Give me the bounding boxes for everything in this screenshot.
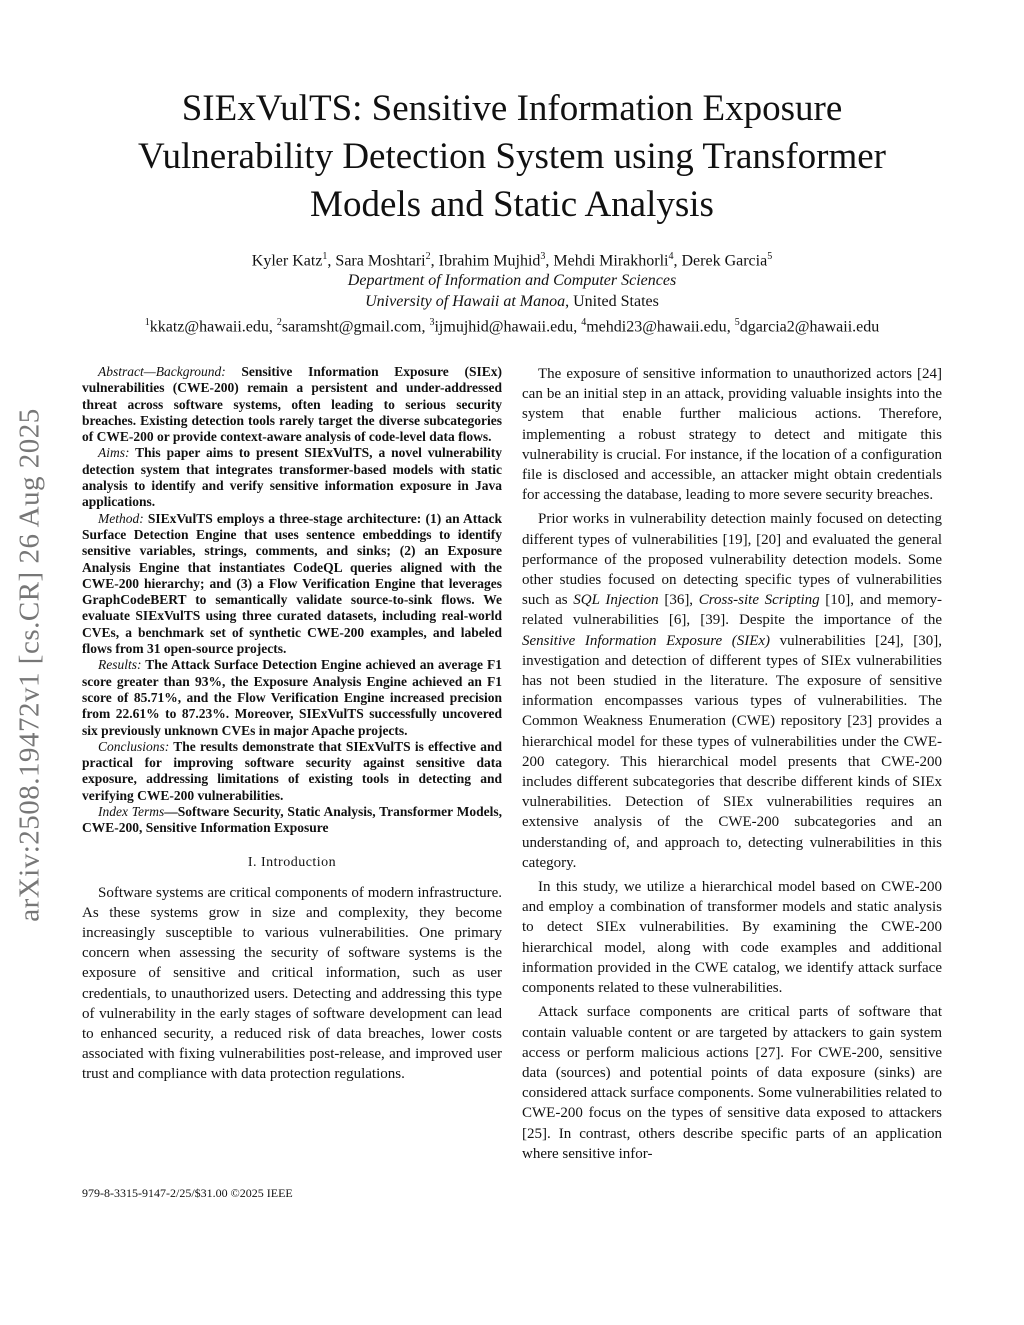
copyright-footnote: 979-8-3315-9147-2/25/$31.00 ©2025 IEEE [82, 1186, 293, 1200]
abstract-background [82, 364, 502, 445]
email: mehdi23@hawaii.edu [586, 318, 727, 336]
intro-left-text [82, 883, 502, 1085]
author-affil-mark: 5 [767, 251, 773, 262]
email: saramsht@gmail.com [281, 318, 422, 336]
email-mark: 3 [429, 317, 435, 328]
abstract-method-label: Method: [98, 510, 144, 526]
text-run: [36], [658, 592, 699, 609]
email: dgarcia2@hawaii.edu [739, 318, 880, 336]
text-run: vulnerabilities [24], [30], investigation and detection of different types of SIEx vulnerabilities has not been studied in the literature. The exposure of sensitive information encompasses various types of vulnerabilities. The Common Weakness Enumeration (CWE) repository [23] provides a hierarchical model for these types of vulnerabilities under the CWE-200 category. This hierarchical model presents that CWE-200 includes different subcategories that describe different kinds of SIEx vulnerabilities. Detection of SIEx vulnerabilities requires an extensive analysis of the CWE-200 subcategories and an understanding of, and approach to, detecting vulnerabilities in this category. [522, 632, 942, 871]
arxiv-identifier: arXiv:2508.19472v1 [cs.CR] 26 Aug 2025 [13, 408, 46, 922]
abstract-aims [82, 445, 502, 510]
paragraph: In this study, we utilize a hierarchical model based on CWE-200 and employ a combination of transformer models and static analysis to detect SIEx vulnerabilities. By examining the CWE-200 hierarchical model, along with code examples and additional information provided in the CWE catalog, we identify attack surface components related to these vulnerabilities. [522, 879, 942, 997]
author-name: Derek Garcia [681, 252, 768, 270]
email-list: $^1$kkatz@hawaii.edu, $^2$saramsht@gmail.com, $^3$ijmujhid@hawaii.edu, $^4$mehdi23@hawaii.edu, $^5$dgarcia2@hawaii.edu [144, 317, 880, 336]
abstract [82, 364, 502, 837]
abstract-aims-text: This paper aims to present SIExVulTS, a novel vulnerability detection system that integrates transformer-based models with static analysis to identify and verify sensitive information exposure in Java applications. [82, 445, 502, 510]
author-affil-mark: 2 [425, 251, 431, 262]
email-mark: 1 [144, 317, 150, 328]
section-heading-introduction: I. Introduction [247, 854, 337, 870]
abstract-background-text: Sensitive Information Exposure (SIEx) vulnerabilities (CWE-200) remain a persistent and under-addressed threat across software systems, often leading to serious security breaches. Existing detection tools rarely target the diverse subcategories of CWE-200 or provide context-aware analysis of code-level data flows. [82, 364, 502, 445]
paragraph: Software systems are critical components of modern infrastructure. As these systems grow in size and complexity, they become increasingly susceptible to various vulnerabilities. One primary concern when assessing the security of software systems is the exposure of sensitive and critical information, such as user credentials, to unauthorized users. Detecting and addressing this type of vulnerability in the early stages of software development can lead to enhanced security, a reduced risk of data breaches, lower costs associated with fixing vulnerabilities post-release, and improved user trust and compliance with data protection regulations. [82, 884, 502, 1083]
abstract-conclusions [82, 739, 502, 804]
index-terms-label: Index Terms [98, 804, 165, 820]
right-column [522, 364, 942, 1168]
email-mark: 2 [276, 317, 282, 328]
email-mark: 4 [581, 317, 587, 328]
paragraph: The exposure of sensitive information to unauthorized actors [24] can be an initial step in an attack, providing valuable insights into the system that enable further malicious actions. Therefore, implementing a robust strategy to detect and mitigate this vulnerability is crucial. For instance, if the location of a configuration file is disclosed and accessible, an attacker might obtain credentials for accessing the database, leading to more severe security breaches. [522, 366, 942, 504]
abstract-results-text: The Attack Surface Detection Engine achieved an average F1 score greater than 93%, the Exposure Analysis Engine achieved an F1 score of 85.71%, and the Flow Verification Engine increased precision from 22.61% to 87.23%. Moreover, SIExVulTS successfully uncovered six previously unknown CVEs in major Apache projects. [82, 657, 502, 738]
country: , United States [565, 293, 659, 310]
university: University of Hawaii at Manoa [365, 293, 566, 310]
author-affil-mark: 1 [322, 251, 328, 262]
index-terms [82, 804, 502, 837]
author-list: Kyler Katz$^1$, Sara Moshtari$^2$, Ibrahim Mujhid$^3$, Mehdi Mirakhorli$^4$, Derek Garcia$^5$ [251, 251, 773, 270]
title-line-2: Vulnerability Detection System using Transformer [138, 136, 886, 177]
term-xss: Cross-site Scripting [698, 592, 820, 609]
title-line-1: SIExVulTS: Sensitive Information Exposure [181, 88, 843, 129]
paper-title [60, 85, 964, 229]
index-terms-text: —Software Security, Static Analysis, Transformer Models, CWE-200, Sensitive Information Exposure [82, 804, 503, 836]
author-affil-mark: 4 [668, 251, 674, 262]
email-mark: 5 [734, 317, 740, 328]
term-sql-injection: SQL Injection [573, 592, 659, 609]
author-name: Sara Moshtari [335, 252, 426, 270]
abstract-conclusions-label: Conclusions: [98, 738, 170, 754]
arxiv-sidebar [6, 370, 54, 960]
term-siex: Sensitive Information Exposure (SIEx) [522, 632, 771, 649]
author-affil-mark: 3 [540, 251, 546, 262]
university-line [40, 292, 984, 312]
paragraph: Attack surface components are critical parts of software that contain valuable content or are targeted by attackers to gain system access or perform malicious actions [27]. For CWE-200, sensitive data (sources) and potential points of data exposure (sinks) are considered attack surface components. Some vulnerabilities related to CWE-200 focus on the types of sensitive data exposed to attackers [25]. In contrast, others describe specific parts of an application where sensitive infor- [522, 1004, 942, 1162]
department: Department of Information and Computer Sciences [347, 272, 677, 289]
author-name: Ibrahim Mujhid [438, 252, 541, 270]
abstract-method-text: SIExVulTS employs a three-stage architecture: (1) an Attack Surface Detection Engine that uses sentence embeddings to identify sensitive variables, strings, comments, and sinks; (2) an Exposure Analysis Engine that instantiates CodeQL queries aligned with the CWE-200 hierarchy; and (3) a Flow Verification Engine that leverages GraphCodeBERT to semantically validate source-to-sink flows. We evaluate SIExVulTS using three curated datasets, including real-world CVEs, a benchmark set of synthetic CWE-200 examples, and labeled flows from 31 open-source projects. [82, 510, 503, 657]
title-line-3: Models and Static Analysis [310, 184, 714, 225]
email: kkatz@hawaii.edu [149, 318, 269, 336]
text-run: Prior works in vulnerability detection mainly focused on detecting different types of vulnerabilities [19], [20] and evaluated the general performance of the proposed vulnerability detection models. Some other studies focused on detecting specific types of vulnerabilities such as [522, 511, 942, 609]
author-name: Mehdi Mirakhorli [553, 252, 669, 270]
text-run: [10], and memory-related vulnerabilities [6], [39]. Despite the importance of the [522, 592, 942, 629]
abstract-conclusions-text: The results demonstrate that SIExVulTS is effective and practical for improving software security against sensitive data exposure, addressing limitations of existing tools in detecting and verifying CWE-200 vulnerabilities. [82, 738, 503, 803]
abstract-method [82, 511, 502, 658]
author-name: Kyler Katz [251, 252, 323, 270]
left-column [82, 364, 502, 1089]
intro-right-text [522, 364, 942, 1164]
abstract-background-label: Abstract—Background: [98, 364, 226, 379]
abstract-results [82, 657, 502, 738]
abstract-aims-label: Aims: [98, 445, 130, 461]
email: ijmujhid@hawaii.edu [434, 318, 574, 336]
abstract-results-label: Results: [98, 657, 142, 673]
paragraph [522, 509, 942, 873]
